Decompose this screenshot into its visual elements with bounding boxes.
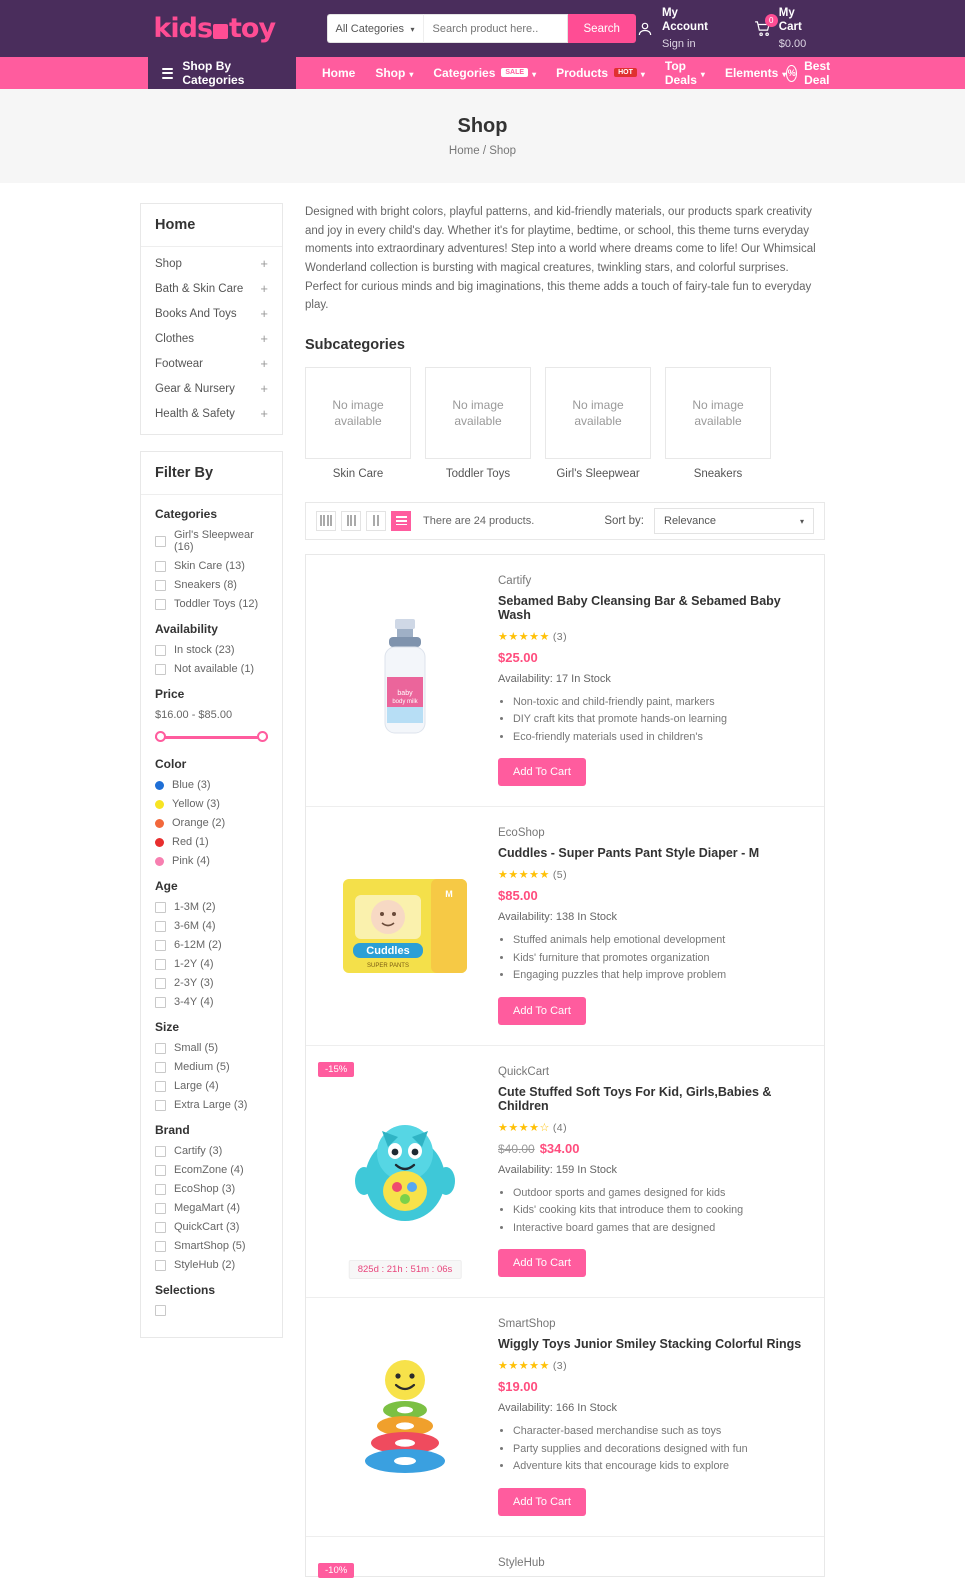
cart-icon — [753, 15, 774, 38]
filter-option-label: StyleHub (2) — [174, 1259, 236, 1271]
category-select[interactable] — [327, 14, 423, 43]
product-feature: • Party supplies and decorations designed with fun — [513, 1441, 806, 1458]
subcategory-skin-care[interactable] — [305, 367, 411, 480]
filter-brand-cartify[interactable] — [155, 1145, 268, 1157]
sidebar-item-label: Shop — [155, 257, 182, 270]
filter-selection-row[interactable] — [155, 1305, 268, 1316]
filter-option-label: Blue (3) — [172, 779, 211, 791]
product-feature: • Engaging puzzles that help improve problem — [513, 967, 806, 984]
account-title: My Account — [661, 6, 708, 34]
diaper-pack-icon — [335, 871, 475, 981]
countdown-timer: 825d : 21h : 51m : 06s — [349, 1260, 462, 1279]
checkbox-icon[interactable] — [155, 1184, 166, 1195]
product-current-price: $34.00 — [539, 1140, 580, 1156]
sidebar-item-label: Books And Toys — [155, 307, 237, 320]
cart-count-badge: 0 — [765, 14, 778, 27]
filter-brand-ecomzone[interactable] — [155, 1164, 268, 1176]
filter-size-large[interactable] — [155, 1080, 268, 1092]
filter-option-skin-care[interactable] — [155, 560, 268, 572]
my-account-link[interactable] — [636, 6, 719, 52]
product-price — [498, 888, 806, 903]
header-right-actions — [636, 6, 815, 52]
product-image[interactable] — [324, 827, 486, 1024]
product-image[interactable] — [324, 1557, 486, 1575]
plus-icon[interactable]: + — [260, 281, 268, 296]
chevron-down-icon: ▾ — [409, 69, 414, 79]
filter-option-label: 3-4Y (4) — [174, 996, 214, 1008]
sidebar-item-books-and-toys[interactable] — [141, 301, 282, 326]
product-brand[interactable]: SmartShop — [498, 1318, 556, 1331]
filter-option-label: Red (1) — [172, 836, 209, 848]
color-swatch-icon[interactable] — [155, 857, 164, 866]
filter-brand-stylehub[interactable] — [155, 1259, 268, 1271]
svg-text:SUPER PANTS: SUPER PANTS — [367, 962, 409, 969]
checkbox-icon[interactable] — [155, 1100, 166, 1111]
star-icons: ★★★★★ — [498, 1360, 550, 1373]
page-title: Shop — [457, 115, 508, 137]
filter-option-label: Small (5) — [174, 1042, 219, 1054]
product-list-item[interactable] — [306, 555, 824, 807]
subcategory-image-placeholder: No image available — [665, 367, 771, 459]
nav-item-label: Shop — [375, 66, 406, 80]
page-header — [0, 89, 965, 183]
plus-icon[interactable]: + — [260, 381, 268, 396]
product-availability: Availability: 159 In Stock — [498, 1163, 618, 1176]
page-body — [0, 183, 965, 1577]
product-features — [498, 1423, 806, 1475]
product-name[interactable]: Cute Stuffed Soft Toys For Kid, Girls,Babies & Children — [498, 1084, 772, 1113]
filter-option-label: Extra Large (3) — [174, 1099, 248, 1111]
filter-group-price-title: Price — [155, 687, 185, 701]
svg-text:Cuddles: Cuddles — [366, 944, 410, 957]
filter-option-label: Girl's Sleepwear (16) — [174, 529, 254, 553]
discount-badge: -15% — [318, 1062, 354, 1077]
filter-group-brand-title: Brand — [155, 1123, 190, 1137]
filter-group-availability-title: Availability — [155, 622, 218, 636]
checkbox-icon[interactable] — [155, 664, 166, 675]
star-icons: ★★★★☆ — [498, 1121, 550, 1134]
subcategory-girls-sleepwear[interactable] — [545, 367, 651, 480]
sale-badge: SALE — [501, 68, 528, 77]
subcategory-label[interactable]: Skin Care — [332, 467, 384, 480]
filter-option-label: EcomZone (4) — [174, 1164, 244, 1176]
sidebar-item-clothes[interactable] — [141, 326, 282, 351]
subcategories-list — [305, 367, 825, 480]
sort-select[interactable] — [654, 508, 814, 534]
sidebar-item-footwear[interactable] — [141, 351, 282, 376]
color-swatch-icon[interactable] — [155, 819, 164, 828]
sidebar — [140, 203, 283, 1354]
product-availability: Availability: 17 In Stock — [498, 672, 611, 685]
nav-item-label: Home — [322, 66, 356, 80]
filter-option-label: In stock (23) — [174, 644, 235, 656]
filter-option-label: 1-2Y (4) — [174, 958, 214, 970]
checkbox-icon[interactable] — [155, 1165, 166, 1176]
product-availability: Availability: 166 In Stock — [498, 1402, 618, 1415]
account-signin[interactable]: Sign in — [661, 37, 696, 50]
subcategory-sneakers[interactable] — [665, 367, 771, 480]
checkbox-icon[interactable] — [155, 978, 166, 989]
view-grid-2-button[interactable] — [366, 511, 386, 531]
user-icon — [636, 20, 654, 38]
site-logo[interactable] — [140, 13, 289, 44]
nav-item-categories[interactable] — [433, 66, 536, 80]
logo-cart-icon — [213, 24, 228, 39]
chevron-down-icon: ▾ — [640, 69, 645, 79]
product-name[interactable]: Sebamed Baby Cleansing Bar & Sebamed Baby Wash — [498, 593, 781, 622]
subcategory-toddler-toys[interactable] — [425, 367, 531, 480]
chevron-down-icon: ▾ — [700, 69, 705, 79]
nav-items — [322, 59, 786, 87]
filter-brand-quickcart[interactable] — [155, 1221, 268, 1233]
product-toolbar — [305, 502, 825, 540]
filter-panel — [140, 451, 283, 1338]
product-feature: • Eco-friendly materials used in children's — [513, 729, 806, 746]
filter-option-label: Orange (2) — [172, 817, 226, 829]
nav-item-top-deals[interactable] — [665, 59, 705, 87]
checkbox-icon[interactable] — [155, 536, 166, 547]
filter-option-label: EcoShop (3) — [174, 1183, 236, 1195]
svg-text:M: M — [445, 888, 453, 899]
product-rating — [498, 1359, 806, 1372]
checkbox-icon[interactable] — [155, 959, 166, 970]
filter-age-3-6m[interactable] — [155, 920, 268, 932]
checkbox-icon[interactable] — [155, 1081, 166, 1092]
product-list — [305, 554, 825, 1577]
checkbox-icon[interactable] — [155, 599, 166, 610]
product-feature: • Non-toxic and child-friendly paint, markers — [513, 694, 806, 711]
main-navigation — [0, 57, 965, 89]
subcategories-title: Subcategories — [305, 336, 405, 353]
product-feature: • Outdoor sports and games designed for kids — [513, 1185, 806, 1202]
sidebar-item-gear-nursery[interactable] — [141, 376, 282, 401]
logo-text-primary: kids — [153, 13, 213, 44]
view-mode-buttons — [316, 511, 411, 531]
product-brand[interactable]: StyleHub — [498, 1556, 545, 1569]
search-button[interactable]: Search — [568, 14, 636, 43]
filter-color-blue[interactable] — [155, 779, 268, 791]
filter-option-girls-sleepwear[interactable] — [155, 529, 268, 553]
shop-by-categories-label: Shop By Categories — [182, 59, 245, 87]
cart-title: My Cart — [778, 6, 802, 34]
star-icons: ★★★★★ — [498, 630, 550, 643]
product-price — [498, 650, 806, 665]
filter-age-1-3m[interactable] — [155, 901, 268, 913]
bottle-icon — [345, 615, 465, 745]
product-image[interactable] — [324, 1063, 486, 1277]
checkbox-icon[interactable] — [155, 940, 166, 951]
filter-option-label: QuickCart (3) — [174, 1221, 240, 1233]
sort-controls — [604, 508, 814, 534]
product-price — [498, 1379, 806, 1394]
filter-color-red[interactable] — [155, 836, 268, 848]
chevron-down-icon: ▾ — [532, 69, 537, 79]
filter-brand-smartshop[interactable] — [155, 1240, 268, 1252]
plus-icon[interactable]: + — [260, 356, 268, 371]
top-header-bar — [0, 0, 965, 57]
best-deal-label: Best Deal — [804, 59, 831, 87]
price-range-slider[interactable] — [155, 731, 268, 745]
subcategory-image-placeholder: No image available — [545, 367, 651, 459]
slider-track — [155, 736, 268, 739]
main-content — [305, 203, 825, 1577]
product-name[interactable]: Cuddles - Super Pants Pant Style Diaper - M — [498, 846, 760, 861]
product-features — [498, 694, 806, 746]
filter-brand-megamart[interactable] — [155, 1202, 268, 1214]
chevron-down-icon: ▾ — [782, 69, 787, 79]
logo-text-secondary: toy — [229, 13, 276, 44]
filter-group-selections-title: Selections — [155, 1283, 216, 1297]
hamburger-icon — [162, 65, 173, 81]
subcategory-label[interactable]: Toddler Toys — [445, 467, 511, 480]
filter-option-label: Toddler Toys (12) — [174, 598, 259, 610]
subcategory-image-placeholder: No image available — [425, 367, 531, 459]
product-current-price: $19.00 — [498, 1379, 538, 1395]
filter-option-label: MegaMart (4) — [174, 1202, 241, 1214]
filter-option-label: 2-3Y (3) — [174, 977, 214, 989]
filter-color-orange[interactable] — [155, 817, 268, 829]
review-count: (4) — [552, 1121, 568, 1134]
checkbox-icon[interactable] — [155, 1203, 166, 1214]
stacking-rings-icon — [345, 1354, 465, 1479]
checkbox-icon[interactable] — [155, 580, 166, 591]
sidebar-item-label: Clothes — [155, 332, 194, 345]
chevron-down-icon: ▾ — [799, 517, 804, 527]
filter-color-pink[interactable] — [155, 855, 268, 867]
color-swatch-icon[interactable] — [155, 838, 164, 847]
hot-badge: HOT — [614, 68, 637, 77]
breadcrumb-home[interactable]: Home — [448, 145, 480, 157]
nav-item-label: Products — [556, 66, 609, 80]
view-grid-4-button[interactable] — [316, 511, 336, 531]
breadcrumb — [0, 145, 965, 157]
subcategory-image-placeholder: No image available — [305, 367, 411, 459]
product-count: There are 24 products. — [423, 514, 535, 527]
product-brand[interactable]: Cartify — [498, 574, 532, 587]
sidebar-item-label: Bath & Skin Care — [155, 282, 244, 295]
sort-label: Sort by: — [604, 514, 644, 527]
nav-item-label: Categories — [433, 66, 496, 80]
review-count: (5) — [552, 869, 568, 882]
filter-option-label: Pink (4) — [172, 855, 210, 867]
price-range-value: $16.00 - $85.00 — [155, 709, 233, 721]
filter-brand-ecoshop[interactable] — [155, 1183, 268, 1195]
product-feature: • DIY craft kits that promote hands-on learning — [513, 711, 806, 728]
checkbox-icon[interactable] — [155, 997, 166, 1008]
filter-size-medium[interactable] — [155, 1061, 268, 1073]
checkbox-icon[interactable] — [155, 645, 166, 656]
nav-item-products[interactable] — [556, 66, 645, 80]
sidebar-item-label: Gear & Nursery — [155, 382, 235, 395]
sidebar-category-list — [141, 247, 282, 434]
best-deal-link[interactable] — [786, 59, 836, 87]
discount-badge: -10% — [318, 1563, 354, 1578]
sidebar-item-label: Health & Safety — [155, 407, 235, 420]
nav-item-home[interactable] — [322, 66, 355, 80]
product-availability: Availability: 138 In Stock — [498, 911, 618, 924]
filter-option-not-available[interactable] — [155, 663, 268, 675]
filter-option-label: SmartShop (5) — [174, 1240, 246, 1252]
filter-option-label: Not available (1) — [174, 663, 255, 675]
view-grid-3-button[interactable] — [341, 511, 361, 531]
plus-icon[interactable]: + — [260, 256, 268, 271]
product-current-price: $25.00 — [498, 649, 538, 665]
product-feature: • Kids' cooking kits that introduce them to cooking — [513, 1202, 806, 1219]
search-input[interactable] — [423, 14, 568, 43]
filter-option-label: 6-12M (2) — [174, 939, 222, 951]
filter-group-color-title: Color — [155, 757, 187, 771]
add-to-cart-button[interactable]: Add To Cart — [498, 1488, 586, 1516]
sidebar-item-shop[interactable] — [141, 251, 282, 276]
filter-option-label: Large (4) — [174, 1080, 219, 1092]
filter-age-6-12m[interactable] — [155, 939, 268, 951]
checkbox-icon[interactable] — [155, 1241, 166, 1252]
add-to-cart-button[interactable]: Add To Cart — [498, 1249, 586, 1277]
search-group — [327, 14, 636, 43]
filter-color-yellow[interactable] — [155, 798, 268, 810]
filter-age-1-2y[interactable] — [155, 958, 268, 970]
checkbox-icon[interactable] — [155, 1305, 166, 1316]
product-feature: • Interactive board games that are designed — [513, 1220, 806, 1237]
product-price — [498, 1141, 806, 1156]
sidebar-item-label: Footwear — [155, 357, 203, 370]
product-rating — [498, 630, 806, 643]
product-list-item[interactable] — [306, 1046, 824, 1298]
color-swatch-icon[interactable] — [155, 800, 164, 809]
filter-option-label: Skin Care (13) — [174, 560, 245, 572]
product-feature: • Kids' furniture that promotes organization — [513, 950, 806, 967]
filter-option-label: Yellow (3) — [172, 798, 220, 810]
filter-option-label: Sneakers (8) — [174, 579, 237, 591]
product-image[interactable] — [324, 575, 486, 786]
add-to-cart-button[interactable]: Add To Cart — [498, 758, 586, 786]
product-rating — [498, 1121, 806, 1134]
filter-size-small[interactable] — [155, 1042, 268, 1054]
review-count: (3) — [552, 1360, 568, 1373]
product-brand[interactable]: EcoShop — [498, 827, 545, 840]
checkbox-icon[interactable] — [155, 1146, 166, 1157]
filter-age-3-4y[interactable] — [155, 996, 268, 1008]
slider-handle-max[interactable] — [257, 731, 268, 742]
filter-option-label: Medium (5) — [174, 1061, 230, 1073]
checkbox-icon[interactable] — [155, 1222, 166, 1233]
shop-description: Designed with bright colors, playful patterns, and kid-friendly materials, our products spark creativity and joy in every child's day. Whether it's for playtime, bedtime, or school, this theme turns everyday moments into extraordinary adventures! Step into a world where dreams come to life! Our Whimsical Wonderland collection is bursting with magical creatures, twinkling stars, and colorful surprises. Perfect for curious minds and big imaginations, this theme adds a touch of fairy-tale fun to everyday play. — [305, 206, 816, 312]
filter-option-toddler-toys[interactable] — [155, 598, 268, 610]
filter-group-age-title: Age — [155, 879, 178, 893]
plus-icon[interactable]: + — [260, 306, 268, 321]
plush-toy-icon — [340, 1109, 470, 1234]
checkbox-icon[interactable] — [155, 561, 166, 572]
product-list-item[interactable] — [306, 1298, 824, 1536]
checkbox-icon[interactable] — [155, 921, 166, 932]
product-brand[interactable]: QuickCart — [498, 1065, 550, 1078]
view-list-button[interactable] — [391, 511, 411, 531]
color-swatch-icon[interactable] — [155, 781, 164, 790]
filter-group-size-title: Size — [155, 1020, 180, 1034]
category-panel — [140, 203, 283, 435]
svg-text:baby: baby — [397, 690, 413, 698]
filter-option-label: 1-3M (2) — [174, 901, 216, 913]
plus-icon[interactable]: + — [260, 406, 268, 421]
star-icons: ★★★★★ — [498, 869, 550, 882]
breadcrumb-separator: / — [482, 145, 487, 157]
product-features — [498, 932, 806, 984]
filter-size-extra-large[interactable] — [155, 1099, 268, 1111]
slider-handle-min[interactable] — [155, 731, 166, 742]
sort-select-value: Relevance — [664, 514, 716, 527]
checkbox-icon[interactable] — [155, 902, 166, 913]
sidebar-item-health-safety[interactable] — [141, 401, 282, 426]
nav-item-label: Elements — [724, 66, 779, 80]
product-feature: • Adventure kits that encourage kids to explore — [513, 1458, 806, 1475]
nav-item-shop[interactable] — [375, 66, 413, 80]
review-count: (3) — [552, 630, 568, 643]
filter-title: Filter By — [141, 452, 282, 495]
sidebar-item-bath-skin-care[interactable] — [141, 276, 282, 301]
product-feature: • Character-based merchandise such as toys — [513, 1423, 806, 1440]
filter-option-label: 3-6M (4) — [174, 920, 216, 932]
shop-by-categories-button[interactable] — [148, 57, 296, 89]
checkbox-icon[interactable] — [155, 1260, 166, 1271]
filter-group-categories-title: Categories — [155, 507, 218, 521]
plus-icon[interactable]: + — [260, 331, 268, 346]
product-list-item[interactable] — [306, 1537, 824, 1576]
filter-option-label: Cartify (3) — [174, 1145, 223, 1157]
category-select-value: All Categories — [335, 22, 404, 35]
svg-text:body milk: body milk — [392, 699, 418, 706]
subcategory-label[interactable]: Sneakers — [693, 467, 743, 480]
product-current-price: $85.00 — [498, 888, 538, 904]
product-old-price: $40.00 — [498, 1141, 535, 1156]
filter-option-sneakers[interactable] — [155, 579, 268, 591]
product-name[interactable]: Wiggly Toys Junior Smiley Stacking Colorful Rings — [498, 1337, 802, 1352]
product-rating — [498, 868, 806, 881]
filter-option-in-stock[interactable] — [155, 644, 268, 656]
add-to-cart-button[interactable]: Add To Cart — [498, 997, 586, 1025]
product-features — [498, 1185, 806, 1237]
cart-total: $0.00 — [778, 37, 807, 50]
sidebar-home-title: Home — [141, 204, 282, 247]
nav-item-elements[interactable] — [725, 66, 786, 80]
chevron-down-icon: ▾ — [410, 25, 415, 34]
filter-age-2-3y[interactable] — [155, 977, 268, 989]
checkbox-icon[interactable] — [155, 1062, 166, 1073]
product-feature: • Stuffed animals help emotional development — [513, 932, 806, 949]
checkbox-icon[interactable] — [155, 1043, 166, 1054]
tag-icon: % — [786, 65, 797, 82]
product-image[interactable] — [324, 1318, 486, 1515]
my-cart-link[interactable] — [753, 6, 815, 52]
nav-item-label: Top Deals — [664, 59, 697, 87]
breadcrumb-current: Shop — [489, 145, 517, 157]
product-list-item[interactable] — [306, 807, 824, 1045]
subcategory-label[interactable]: Girl's Sleepwear — [556, 467, 640, 480]
